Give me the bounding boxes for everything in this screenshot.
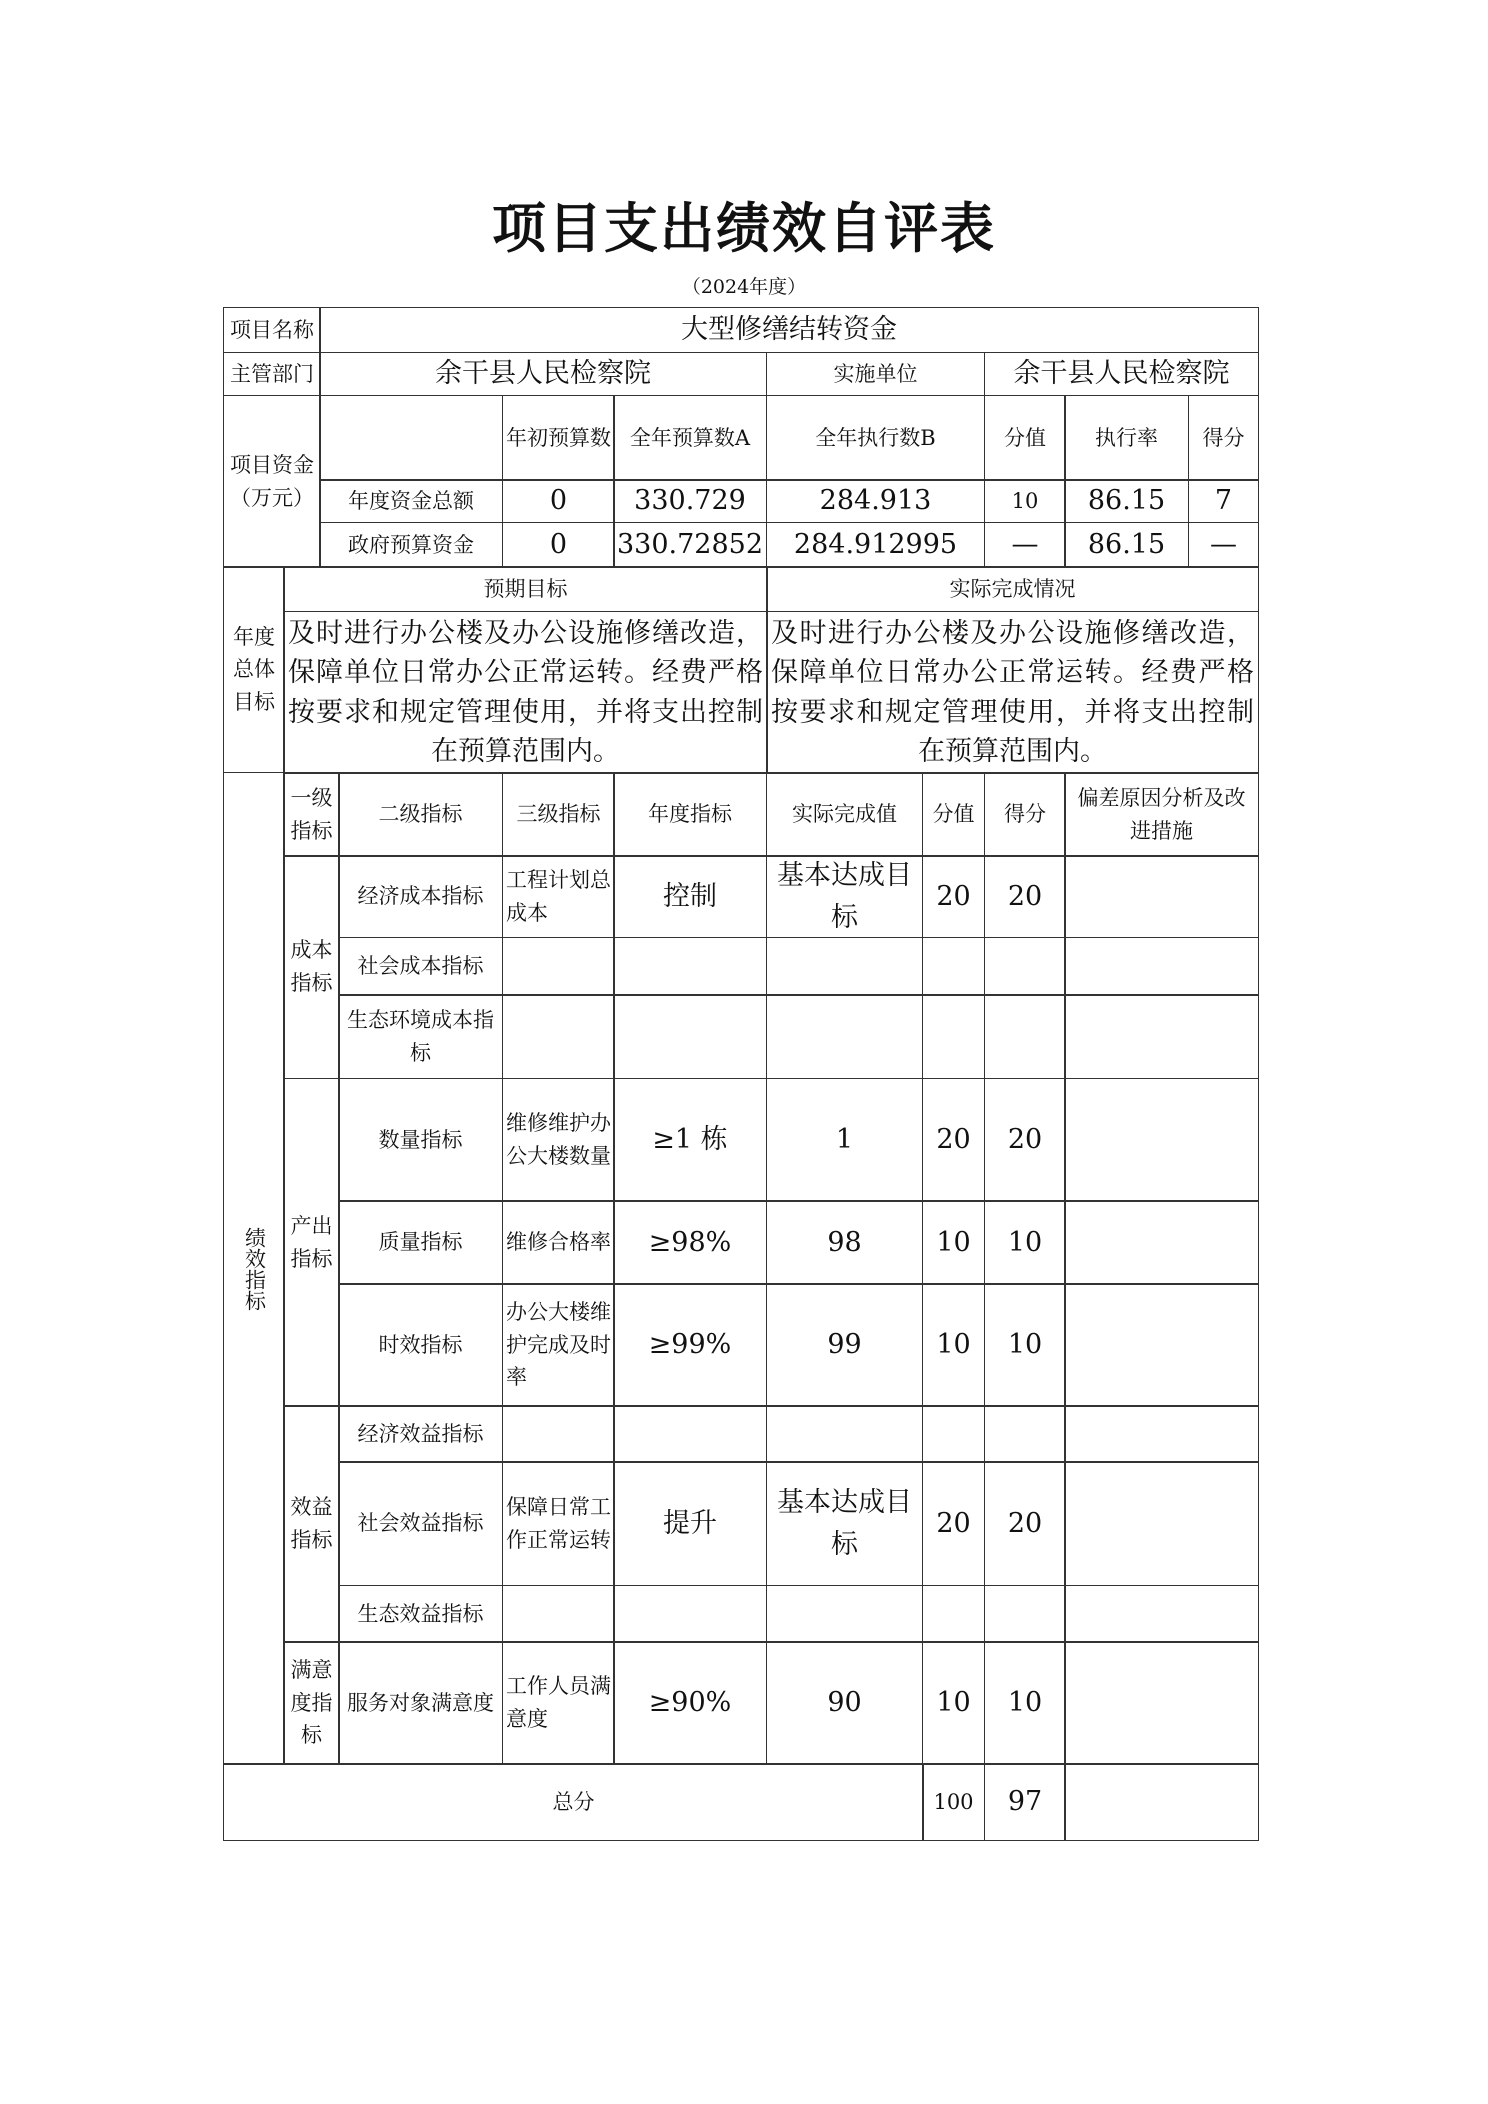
indicator-header — [338, 772, 503, 857]
indicator-value — [922, 1461, 985, 1586]
indicator-target-text: 控制 — [663, 880, 717, 912]
indicator-header-text: 一级指标 — [290, 785, 333, 843]
indicator-actual — [766, 937, 923, 996]
funds-value — [766, 479, 985, 523]
indicator-level3 — [502, 994, 615, 1079]
funds-row-label-text: 政府预算资金 — [348, 532, 474, 557]
funds-value-text: 330.72852 — [617, 529, 764, 561]
funds-header-blank — [319, 395, 503, 481]
indicator-actual-text: 基本达成目标 — [777, 859, 912, 933]
indicator-level1-text: 产出指标 — [290, 1213, 333, 1271]
department-label — [223, 352, 321, 396]
project-name-value-text: 大型修缮结转资金 — [681, 314, 897, 346]
actual-goal-text-text: 及时进行办公楼及办公设施修缮改造，保障单位日常办公正常运转。经费严格按要求和规定管理使用，并将支出控制在预算范围内。 — [771, 618, 1254, 767]
indicators-label-text: 绩效指标 — [242, 1226, 267, 1311]
indicator-actual-text: 90 — [827, 1687, 862, 1719]
indicator-target — [613, 1200, 767, 1285]
funds-value-text: — — [1011, 529, 1039, 561]
indicator-score — [984, 994, 1066, 1079]
indicator-level3-text: 工作人员满意度 — [506, 1674, 611, 1731]
indicator-remark — [1064, 1405, 1259, 1463]
indicator-score-text: 20 — [1007, 880, 1043, 912]
indicator-header — [984, 772, 1066, 857]
indicator-actual — [766, 994, 923, 1079]
indicator-actual — [766, 1200, 923, 1285]
indicator-actual — [766, 1585, 923, 1643]
indicator-target-text: ≥98% — [648, 1226, 732, 1258]
indicator-target — [613, 855, 767, 938]
funds-header-text: 年初预算数 — [506, 425, 611, 450]
total-score — [984, 1763, 1066, 1841]
total-label — [223, 1763, 924, 1841]
indicator-target — [613, 1461, 767, 1586]
indicator-target-text: 提升 — [663, 1507, 717, 1539]
indicators-label — [223, 772, 285, 1765]
indicator-level2 — [338, 1585, 503, 1643]
indicator-score — [984, 937, 1066, 996]
indicator-level1 — [283, 1641, 340, 1765]
actual-goal-header-text: 实际完成情况 — [949, 576, 1076, 601]
funds-value — [766, 522, 985, 568]
indicator-target — [613, 1585, 767, 1643]
funds-value — [502, 522, 615, 568]
indicator-score — [984, 1461, 1066, 1586]
funds-value — [984, 522, 1066, 568]
funds-label — [223, 395, 321, 568]
funds-row-label — [319, 479, 503, 523]
indicator-remark — [1064, 994, 1259, 1079]
implementing-unit-label — [766, 352, 985, 396]
funds-header — [766, 395, 985, 481]
funds-value — [984, 479, 1066, 523]
indicator-value — [922, 855, 985, 938]
indicator-level3-text: 保障日常工作正常运转 — [506, 1494, 611, 1552]
indicator-level3 — [502, 1405, 615, 1463]
indicator-actual-text: 99 — [827, 1329, 862, 1361]
indicator-actual — [766, 1461, 923, 1586]
indicator-score-text: 10 — [1007, 1329, 1043, 1361]
indicator-level3 — [502, 1078, 615, 1202]
indicator-level1 — [283, 1405, 340, 1643]
expected-goal-text — [283, 611, 768, 774]
indicator-header — [1064, 772, 1259, 857]
indicator-level2-text: 时效指标 — [378, 1332, 463, 1357]
indicator-target-text: ≥99% — [648, 1329, 732, 1361]
indicator-actual — [766, 1283, 923, 1407]
indicator-value — [922, 1585, 985, 1643]
indicator-level3 — [502, 937, 615, 996]
department-value-text: 余干县人民检察院 — [435, 358, 651, 390]
indicator-level1-text: 成本指标 — [290, 938, 333, 995]
indicator-actual-text: 98 — [827, 1226, 862, 1258]
funds-header — [1064, 395, 1189, 481]
funds-value-text: 86.15 — [1087, 485, 1166, 517]
indicator-actual — [766, 855, 923, 938]
indicator-value — [922, 1200, 985, 1285]
indicator-score — [984, 1585, 1066, 1643]
indicator-level3-text: 工程计划总成本 — [506, 867, 611, 925]
total-value-text: 100 — [933, 1789, 974, 1814]
indicator-header-text: 得分 — [1004, 802, 1046, 827]
indicator-header-text: 三级指标 — [516, 802, 601, 827]
indicator-value — [922, 937, 985, 996]
expected-goal-header — [283, 566, 768, 612]
funds-value — [502, 479, 615, 523]
actual-goal-header — [766, 566, 1259, 612]
indicator-level2 — [338, 1461, 503, 1586]
indicator-level3 — [502, 1200, 615, 1285]
indicator-actual-text: 1 — [835, 1124, 854, 1156]
indicator-score — [984, 1283, 1066, 1407]
indicator-level3 — [502, 1641, 615, 1765]
funds-value-text: — — [1210, 529, 1237, 561]
indicator-header — [613, 772, 767, 857]
indicator-remark — [1064, 1078, 1259, 1202]
indicator-remark — [1064, 1641, 1259, 1765]
indicator-level2 — [338, 1200, 503, 1285]
indicator-value-text: 10 — [936, 1329, 971, 1361]
indicator-level1 — [283, 1078, 340, 1407]
funds-value — [1188, 479, 1259, 523]
indicator-target — [613, 1283, 767, 1407]
project-name-value — [319, 307, 1259, 353]
indicator-score-text: 10 — [1007, 1226, 1043, 1258]
indicator-score-text: 20 — [1007, 1507, 1043, 1539]
actual-goal-text — [766, 611, 1259, 774]
indicator-value-text: 10 — [936, 1687, 971, 1719]
indicator-actual — [766, 1405, 923, 1463]
indicator-actual — [766, 1641, 923, 1765]
indicator-level3 — [502, 1461, 615, 1586]
indicator-level1-text: 效益指标 — [290, 1495, 333, 1552]
funds-header-text: 全年执行数B — [815, 425, 936, 450]
indicator-level2 — [338, 1405, 503, 1463]
indicator-level2-text: 社会效益指标 — [357, 1511, 484, 1536]
funds-value-text: 0 — [549, 529, 568, 561]
indicator-value-text: 20 — [936, 1124, 971, 1156]
indicator-level2 — [338, 937, 503, 996]
indicator-value — [922, 994, 985, 1079]
indicator-level2-text: 质量指标 — [378, 1230, 463, 1255]
indicator-score — [984, 855, 1066, 938]
department-value — [319, 352, 767, 396]
indicator-level2-text: 生态环境成本指标 — [347, 1007, 494, 1065]
indicator-remark — [1064, 855, 1259, 938]
indicator-level3 — [502, 1585, 615, 1643]
funds-header-text: 分值 — [1004, 425, 1046, 450]
indicator-level2 — [338, 994, 503, 1079]
indicator-value-text: 20 — [936, 1507, 971, 1539]
indicator-level3 — [502, 1283, 615, 1407]
implementing-unit-label-text: 实施单位 — [833, 361, 918, 386]
funds-value-text: 0 — [549, 485, 568, 517]
total-score-text: 97 — [1007, 1786, 1043, 1818]
indicator-value — [922, 1283, 985, 1407]
indicator-remark — [1064, 937, 1259, 996]
funds-header-text: 全年预算数A — [629, 425, 751, 450]
total-label-text: 总分 — [552, 1789, 595, 1814]
funds-value — [1188, 522, 1259, 568]
indicator-header — [502, 772, 615, 857]
indicator-level3 — [502, 855, 615, 938]
indicator-level2 — [338, 1283, 503, 1407]
indicator-level2 — [338, 855, 503, 938]
funds-value — [613, 479, 767, 523]
indicator-actual-text: 基本达成目标 — [777, 1486, 912, 1560]
funds-row-label — [319, 522, 503, 568]
indicator-score-text: 10 — [1007, 1687, 1043, 1719]
indicator-value-text: 10 — [936, 1226, 971, 1258]
indicator-score — [984, 1641, 1066, 1765]
total-remark — [1064, 1763, 1259, 1841]
indicator-actual — [766, 1078, 923, 1202]
funds-value-text: 86.15 — [1087, 529, 1166, 561]
indicator-level3-text: 办公大楼维护完成及时率 — [506, 1300, 611, 1390]
indicator-level2 — [338, 1078, 503, 1202]
funds-value-text: 10 — [1011, 488, 1039, 513]
funds-value-text: 7 — [1214, 485, 1233, 517]
indicator-value-text: 20 — [936, 880, 971, 912]
indicator-header-text: 分值 — [932, 802, 975, 827]
indicator-value — [922, 1405, 985, 1463]
funds-value-text: 284.913 — [819, 485, 932, 517]
indicator-header — [283, 772, 340, 857]
indicator-target — [613, 937, 767, 996]
indicator-score-text: 20 — [1007, 1124, 1043, 1156]
indicator-remark — [1064, 1585, 1259, 1643]
indicator-target — [613, 1405, 767, 1463]
expected-goal-header-text: 预期目标 — [483, 576, 568, 601]
indicator-header — [766, 772, 923, 857]
indicator-remark — [1064, 1461, 1259, 1586]
implementing-unit-value — [984, 352, 1259, 396]
funds-header — [502, 395, 615, 481]
funds-row-label-text: 年度资金总额 — [348, 488, 474, 513]
indicator-remark — [1064, 1283, 1259, 1407]
report-year: （2024年度） — [681, 276, 807, 298]
funds-header — [613, 395, 767, 481]
indicator-header — [922, 772, 985, 857]
indicator-score — [984, 1078, 1066, 1202]
indicator-level2-text: 经济效益指标 — [357, 1421, 484, 1446]
indicator-remark — [1064, 1200, 1259, 1285]
indicator-target — [613, 1641, 767, 1765]
indicator-level2 — [338, 1641, 503, 1765]
funds-value — [1064, 522, 1189, 568]
indicator-value — [922, 1078, 985, 1202]
funds-header-text: 得分 — [1202, 425, 1245, 450]
indicator-value — [922, 1641, 985, 1765]
indicator-header-text: 年度指标 — [648, 802, 732, 827]
funds-value-text: 330.729 — [634, 485, 746, 517]
indicator-header-text: 实际完成值 — [792, 802, 897, 827]
total-value — [922, 1763, 985, 1841]
funds-header-text: 执行率 — [1095, 425, 1158, 450]
page-title: 项目支出绩效自评表 — [492, 196, 996, 260]
funds-value — [613, 522, 767, 568]
indicator-target-text: ≥1 栋 — [652, 1124, 728, 1156]
indicator-level1-text: 满意度指标 — [290, 1658, 333, 1748]
indicator-header-text: 二级指标 — [378, 802, 463, 827]
indicator-score — [984, 1200, 1066, 1285]
expected-goal-text-text: 及时进行办公楼及办公设施修缮改造，保障单位日常办公正常运转。经费严格按要求和规定管理使用，并将支出控制在预算范围内。 — [288, 618, 763, 767]
indicator-target — [613, 994, 767, 1079]
indicator-level2-text: 生态效益指标 — [357, 1601, 484, 1626]
implementing-unit-value-text: 余干县人民检察院 — [1013, 358, 1230, 390]
funds-label-text: 项目资金（万元） — [230, 452, 314, 510]
indicator-level1 — [283, 855, 340, 1079]
goals-label — [223, 566, 285, 773]
funds-value — [1064, 479, 1189, 523]
indicator-level3-text: 维修维护办公大楼数量 — [506, 1111, 611, 1168]
indicator-level2-text: 数量指标 — [378, 1127, 463, 1152]
indicator-level2-text: 社会成本指标 — [357, 954, 484, 979]
indicator-target — [613, 1078, 767, 1202]
indicator-level3-text: 维修合格率 — [506, 1230, 611, 1255]
indicator-score — [984, 1405, 1066, 1463]
department-label-text: 主管部门 — [230, 361, 314, 386]
indicator-level2-text: 服务对象满意度 — [347, 1690, 494, 1715]
funds-header — [984, 395, 1066, 481]
indicator-level2-text: 经济成本指标 — [357, 884, 484, 909]
project-name-label — [223, 307, 321, 353]
indicator-header-text: 偏差原因分析及改进措施 — [1077, 785, 1246, 843]
funds-header — [1188, 395, 1259, 481]
project-name-label-text: 项目名称 — [230, 317, 314, 342]
indicator-target-text: ≥90% — [648, 1687, 732, 1719]
funds-value-text: 284.912995 — [793, 529, 958, 561]
goals-label-text: 年度总体目标 — [233, 624, 275, 714]
